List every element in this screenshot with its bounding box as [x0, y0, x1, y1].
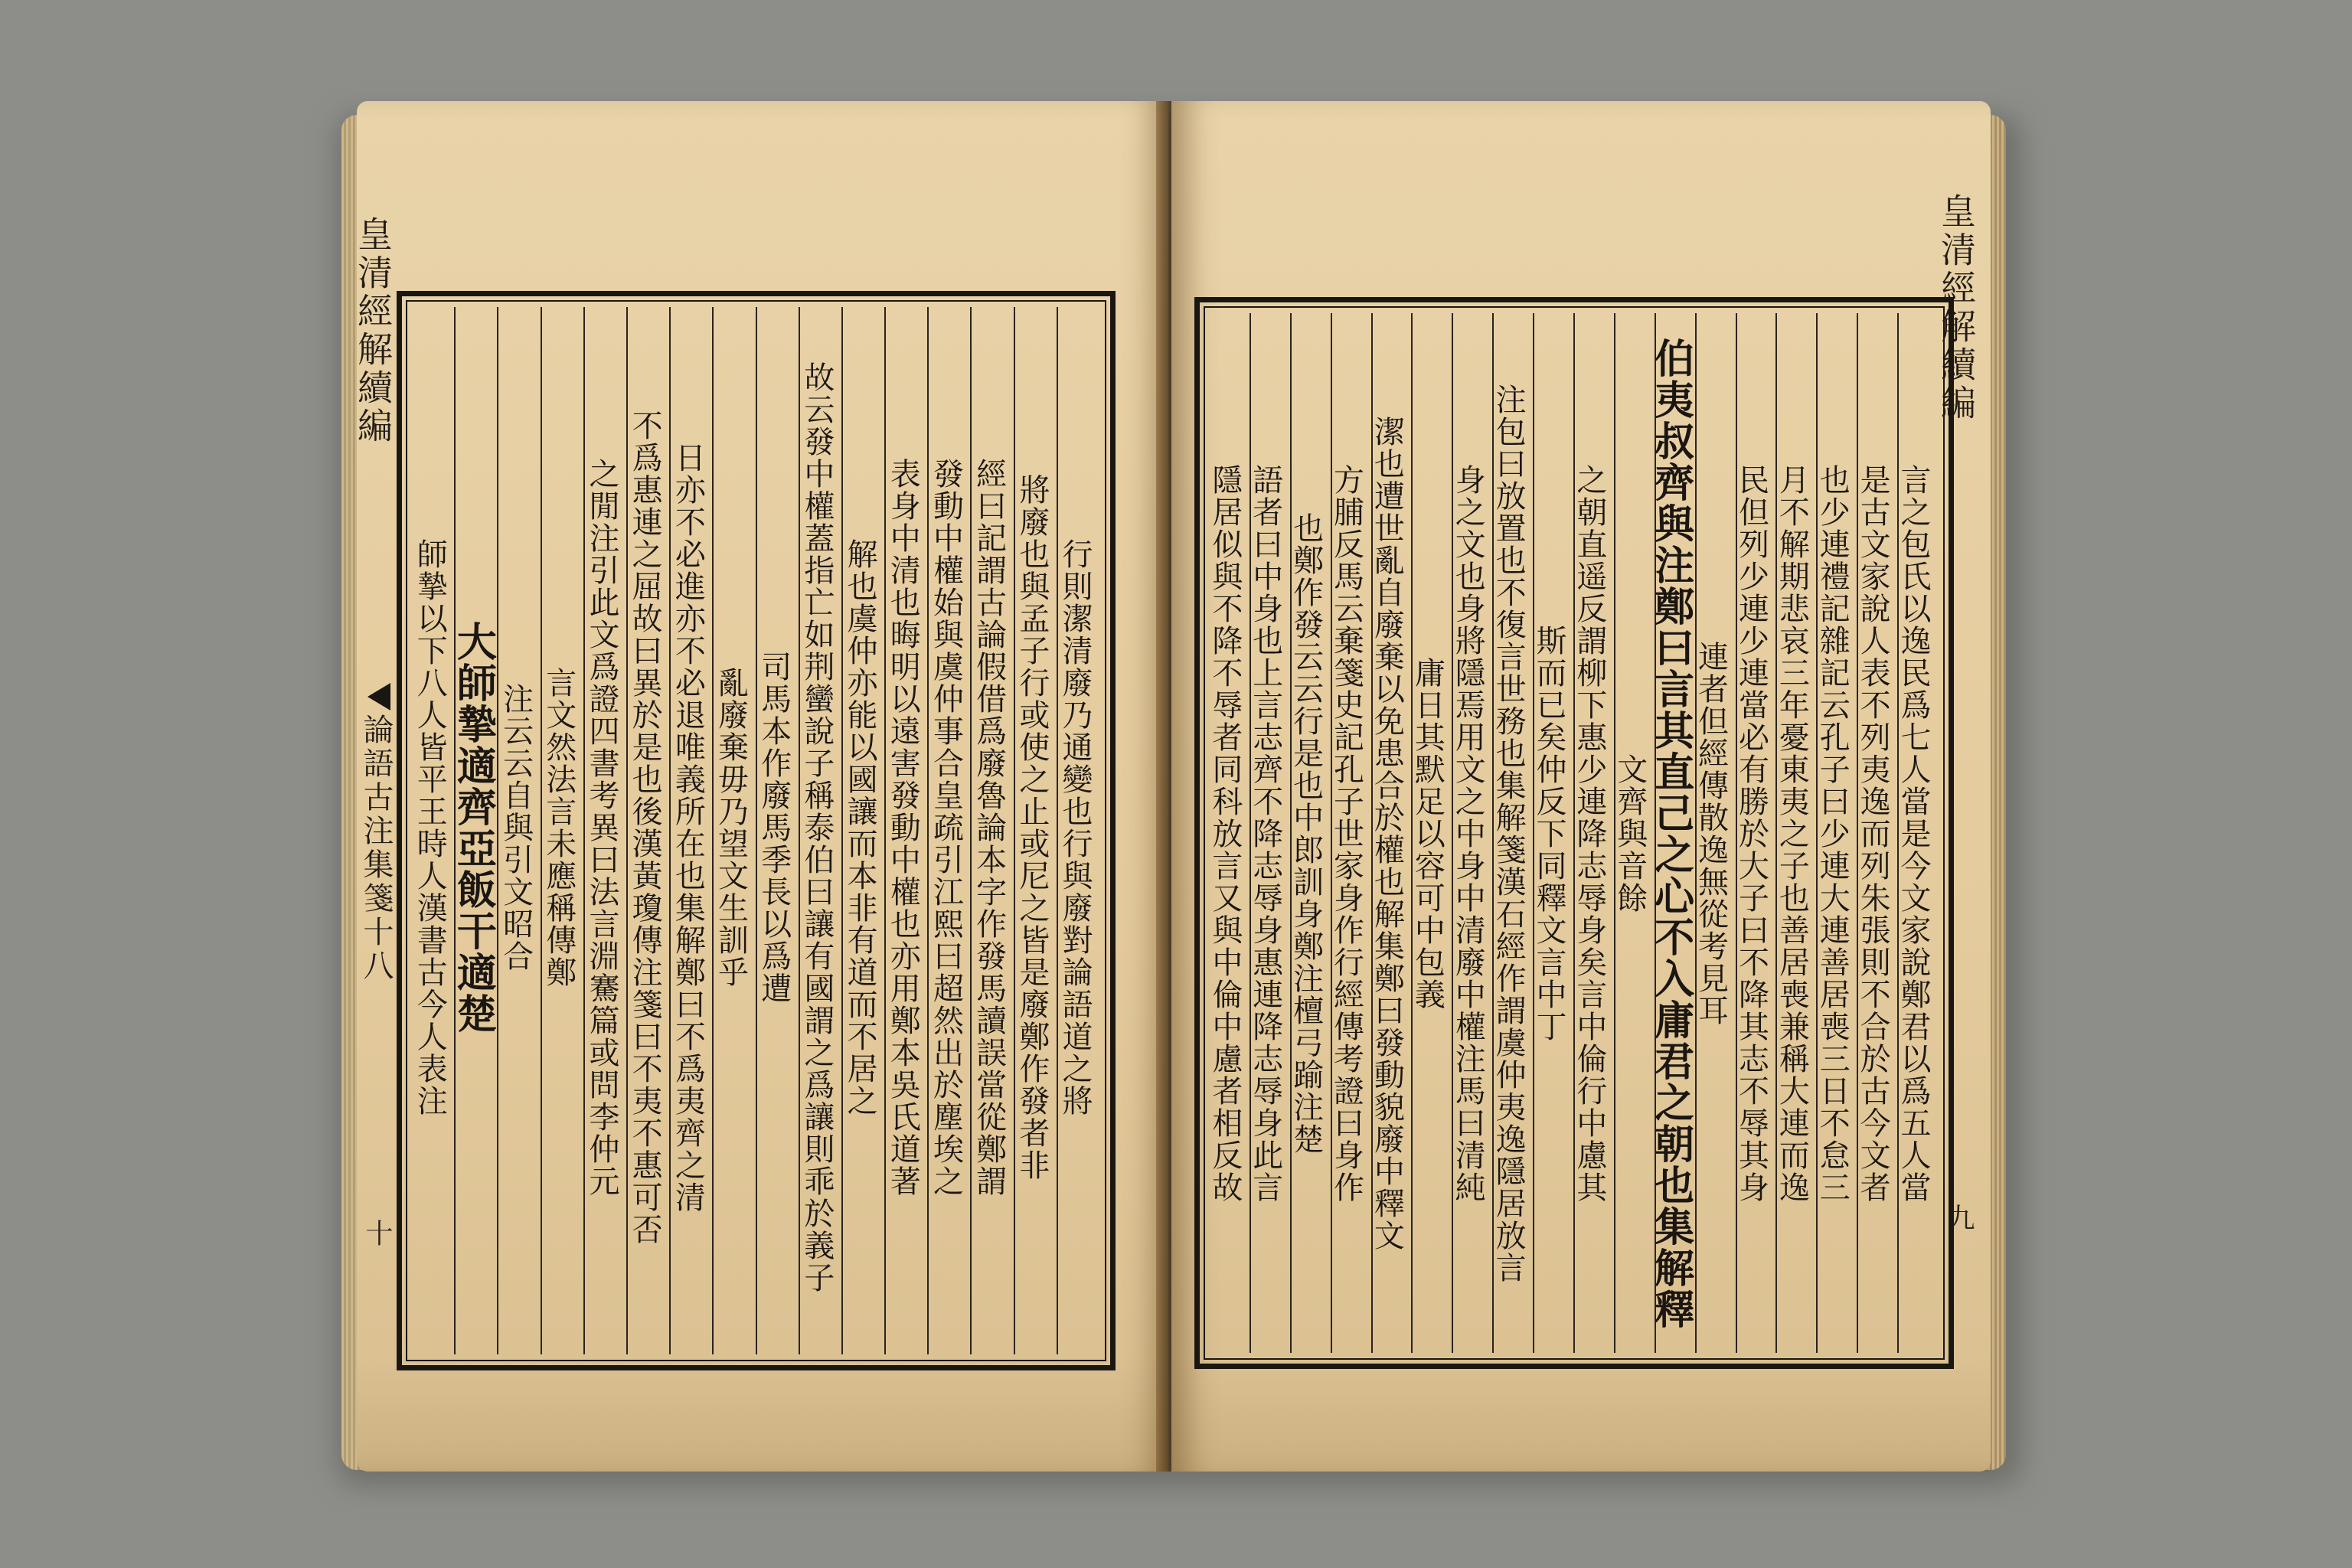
- left-page-foot: [357, 1357, 1168, 1472]
- column-text: 伯夷叔齊與注鄭曰言其直己之心不入庸君之朝也集解釋: [1647, 338, 1694, 1330]
- column-text: 注包曰放置也不復言世務也集解箋漢石經作謂虞仲夷逸隱居放言: [1491, 384, 1527, 1284]
- column-text: 司馬本作廢馬季長以爲遭: [756, 651, 792, 1004]
- text-column: [413, 307, 454, 1354]
- left-page: [352, 101, 1168, 1472]
- text-column: [1775, 313, 1816, 1353]
- left-columns: [413, 307, 1099, 1354]
- column-text: 潔也遭世亂自廢棄以免患合於權也解集鄭曰發動貌廢中釋文: [1369, 416, 1405, 1252]
- right-columns: [1207, 313, 1938, 1353]
- column-text: 經曰記謂古論假借爲廢魯論本字作發馬讀誤當從鄭謂: [971, 458, 1007, 1197]
- text-column: [497, 307, 540, 1354]
- text-column: [1057, 307, 1099, 1354]
- text-column: [1647, 313, 1695, 1353]
- text-column: [1733, 313, 1776, 1353]
- column-text: 不爲惠連之屈故曰異於是也後漢黃瓊傳注箋曰不夷不惠可否: [627, 410, 663, 1246]
- column-text: 言文然法言未應稱傳鄭: [541, 667, 577, 988]
- column-text: 之朝直遥反謂柳下惠少連降志辱身矣言中倫行中慮其: [1571, 464, 1607, 1204]
- left-running-title: 皇清經解續編: [352, 216, 394, 446]
- column-text: 解也虞仲亦能以國讓而本非有道而不居之: [842, 538, 878, 1117]
- right-text-frame: [1194, 297, 1954, 1369]
- text-column: [1371, 313, 1412, 1353]
- right-page-foot: [1171, 1357, 1991, 1472]
- column-text: 隱居似與不降不辱者同科放言又與中倫中慮者相反故: [1207, 464, 1243, 1204]
- left-text-frame: [397, 291, 1116, 1370]
- text-column: [1207, 313, 1250, 1353]
- text-column: [1857, 313, 1897, 1353]
- text-column: [712, 307, 755, 1354]
- right-page: [1171, 101, 1991, 1472]
- text-column: [884, 307, 927, 1354]
- column-text: 語者曰中身也上言志齊不降志辱身惠連降志辱身此言: [1247, 464, 1283, 1204]
- column-text: 身之文也身將隱焉用文之中身中清廢中權注馬曰清純: [1450, 464, 1486, 1204]
- text-column: [1247, 313, 1290, 1353]
- section-mark-icon: [368, 683, 390, 710]
- left-folio: 十: [361, 1219, 393, 1246]
- text-column: [1530, 313, 1573, 1353]
- text-column: [626, 307, 669, 1354]
- text-column: [1614, 313, 1655, 1353]
- column-text: 方脯反馬云棄箋史記孔子世家身作行經傳考證曰身作: [1328, 464, 1364, 1204]
- right-running-title: 皇清經解續編: [1936, 193, 1977, 423]
- column-text: 大師摯適齊亞飯干適楚: [449, 621, 497, 1034]
- text-column: [669, 307, 712, 1354]
- text-column: [541, 307, 583, 1354]
- column-text: 將廢也與孟子行或使之止或尼之皆是廢鄭作發者非: [1014, 474, 1050, 1181]
- text-column: [449, 307, 497, 1354]
- text-column: [1290, 313, 1331, 1353]
- text-column: [583, 307, 626, 1354]
- column-text: 故云發中權蓋指亡如荆蠻說子稱泰伯曰讓有國謂之爲讓則乖於義子: [799, 361, 835, 1294]
- column-text: 月不解期悲哀三年憂東夷之子也善居喪兼稱大連而逸: [1774, 464, 1810, 1204]
- text-column: [1014, 307, 1057, 1354]
- column-text: 也鄭作發云云行是也中郎訓身鄭注檀弓踰注楚: [1288, 512, 1324, 1155]
- column-text: 斯而已矣仲反下同釋文言中丁: [1530, 625, 1566, 1043]
- column-text: 言之包氏以逸民爲七人當是今文家說鄭君以爲五人當: [1896, 464, 1931, 1204]
- text-column: [799, 307, 841, 1354]
- column-text: 是古文家說人表不列夷逸而列朱張則不合於古今文者: [1855, 464, 1891, 1204]
- column-text: 庸日其默足以容可中包義: [1410, 657, 1446, 1011]
- text-column: [1411, 313, 1452, 1353]
- column-text: 注云云自與引文昭合: [498, 683, 534, 972]
- column-text: 民但列少連少連當必有勝於大子曰不降其志不辱其身: [1733, 464, 1769, 1204]
- right-folio: 九: [1943, 1204, 1975, 1231]
- text-column: [1573, 313, 1614, 1353]
- column-text: 師摯以下八人皆平王時人漢書古今人表注: [412, 538, 448, 1117]
- text-column: [970, 307, 1013, 1354]
- column-text: 連者但經傳散逸無從考見耳: [1693, 641, 1729, 1027]
- text-column: [1452, 313, 1492, 1353]
- column-text: 行則潔清廢乃通變也行與廢對論語道之將: [1057, 538, 1093, 1117]
- text-column: [1328, 313, 1371, 1353]
- text-column: [756, 307, 799, 1354]
- column-text: 表身中清也晦明以遠害發動中權也亦用鄭本吳氏道著: [885, 458, 921, 1197]
- text-column: [841, 307, 884, 1354]
- column-text: 亂廢棄毋乃望文生訓乎: [713, 667, 749, 988]
- text-column: [1695, 313, 1736, 1353]
- text-column: [1897, 313, 1938, 1353]
- text-column: [927, 307, 970, 1354]
- column-text: 之閒注引此文爲證四書考異曰法言淵騫篇或問李仲元: [583, 458, 619, 1197]
- column-text: 也少連禮記雜記云孔子曰少連大連善居喪三日不怠三: [1815, 464, 1851, 1204]
- column-text: 發動中權始與虞仲事合皇疏引江熙曰超然出於塵埃之: [928, 458, 964, 1197]
- left-section-title: 論語古注集箋十八: [358, 714, 394, 983]
- column-text: 文齊與音餘: [1612, 753, 1648, 914]
- text-column: [1492, 313, 1533, 1353]
- column-text: 日亦不必進亦不必退唯義所在也集解鄭曰不爲夷齊之清: [670, 442, 706, 1214]
- text-column: [1816, 313, 1857, 1353]
